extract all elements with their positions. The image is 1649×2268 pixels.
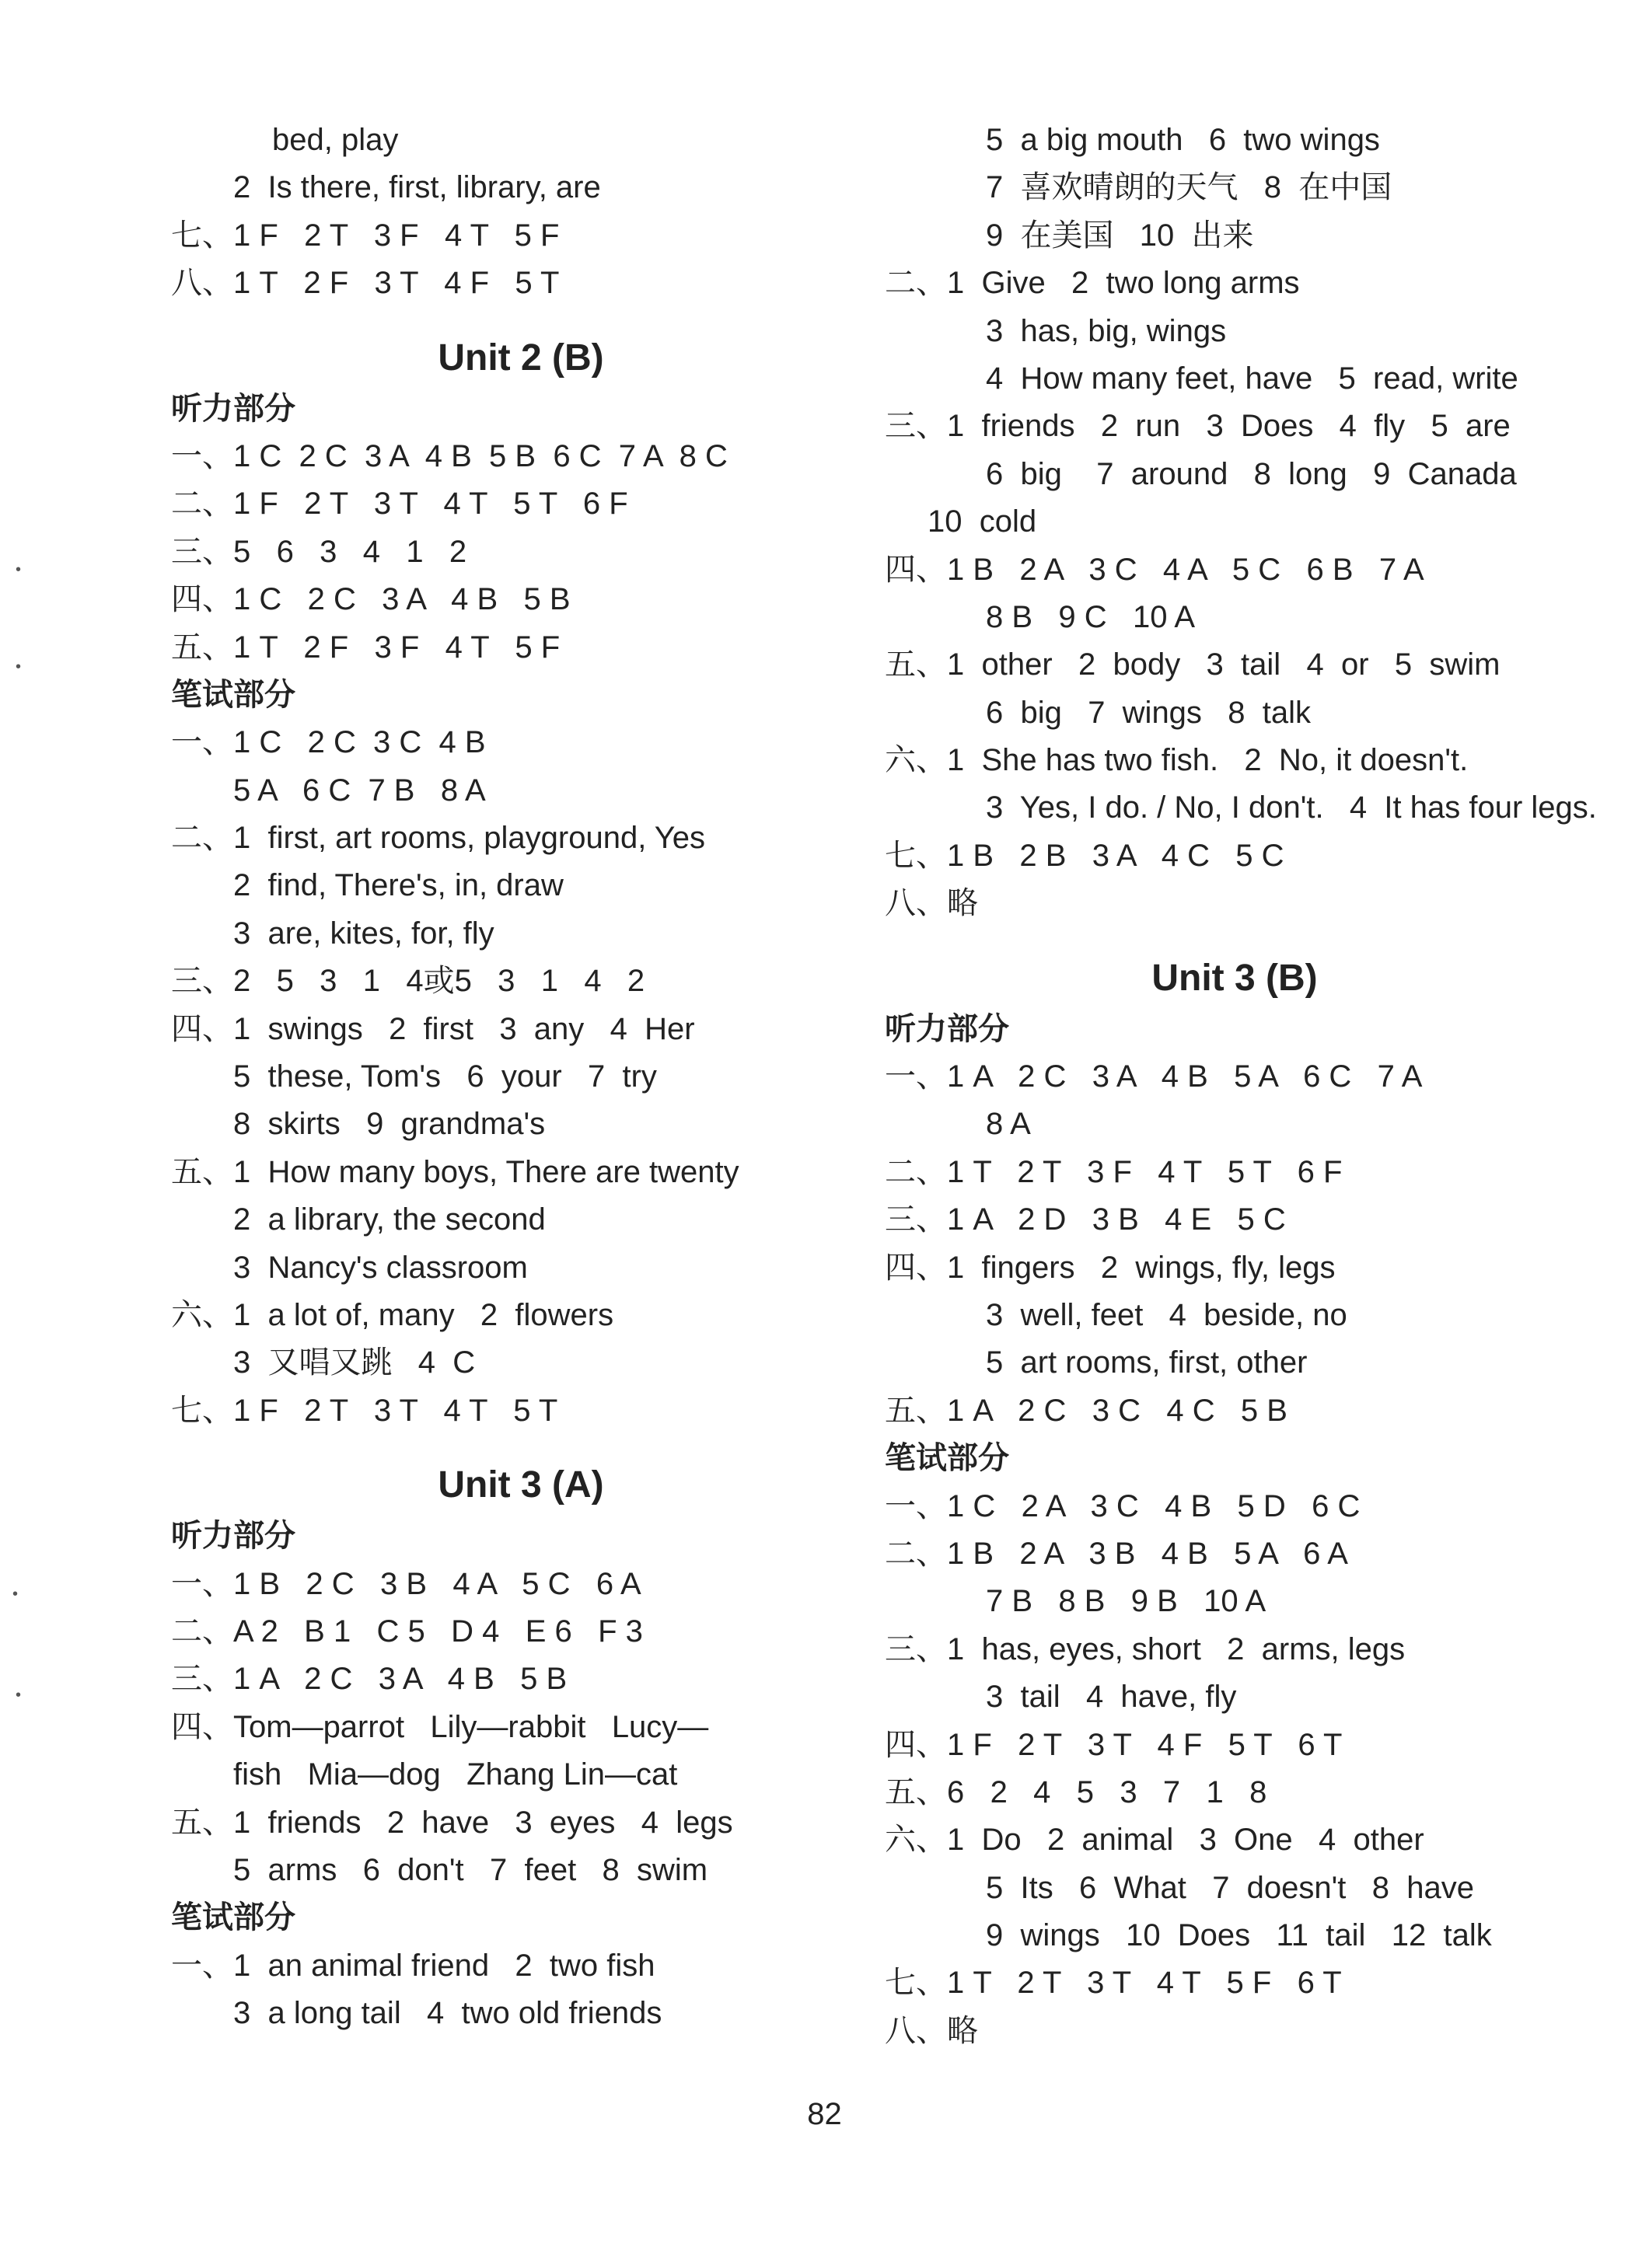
- unit-heading: Unit 3 (B): [1151, 957, 1318, 999]
- answer-line: 五、1 T 2 F 3 F 4 T 5 F: [171, 630, 561, 665]
- answer-line: bed, play: [272, 123, 399, 157]
- section-label: 听力部分: [171, 1519, 295, 1554]
- answer-line: 二、1 first, art rooms, playground, Yes: [171, 821, 705, 856]
- answer-line: 八、略: [885, 2013, 978, 2048]
- answer-line: 3 Nancy's classroom: [233, 1250, 528, 1285]
- answer-line: 五、1 How many boys, There are twenty: [171, 1154, 739, 1189]
- answer-line: 五、1 A 2 C 3 C 4 C 5 B: [885, 1393, 1287, 1428]
- answer-line: 三、1 A 2 C 3 A 4 B 5 B: [171, 1662, 568, 1697]
- answer-line: 9 wings 10 Does 11 tail 12 talk: [986, 1918, 1492, 1953]
- answer-line: 一、1 A 2 C 3 A 4 B 5 A 6 C 7 A: [885, 1059, 1423, 1094]
- section-label: 听力部分: [885, 1011, 1009, 1046]
- answer-line: 8 skirts 9 grandma's: [233, 1107, 546, 1142]
- section-label: 听力部分: [171, 391, 295, 426]
- answer-line: 四、1 B 2 A 3 C 4 A 5 C 6 B 7 A: [885, 552, 1424, 587]
- answer-line: 6 big 7 around 8 long 9 Canada: [986, 456, 1517, 491]
- answer-line: 七、1 T 2 T 3 T 4 T 5 F 6 T: [885, 1966, 1342, 2001]
- answer-line: 3 tail 4 have, fly: [986, 1680, 1237, 1715]
- answer-line: 二、1 B 2 A 3 B 4 B 5 A 6 A: [885, 1536, 1348, 1571]
- answer-line: 二、1 Give 2 two long arms: [885, 266, 1300, 301]
- answer-line: 2 find, There's, in, draw: [233, 868, 564, 903]
- answer-line: 一、1 C 2 C 3 C 4 B: [171, 725, 486, 760]
- answer-line: 8 A: [986, 1107, 1031, 1142]
- section-label: 笔试部分: [171, 1900, 295, 1935]
- answer-line: 4 How many feet, have 5 read, write: [986, 361, 1518, 396]
- answer-line: 二、1 T 2 T 3 F 4 T 5 T 6 F: [885, 1154, 1343, 1189]
- answer-line: 7 B 8 B 9 B 10 A: [986, 1584, 1266, 1619]
- unit-heading: Unit 3 (A): [438, 1464, 604, 1506]
- answer-line: 7 喜欢晴朗的天气 8 在中国: [986, 170, 1392, 205]
- answer-line: 三、1 A 2 D 3 B 4 E 5 C: [885, 1202, 1286, 1237]
- answer-line: 六、1 Do 2 animal 3 One 4 other: [885, 1823, 1424, 1858]
- answer-line: 一、1 B 2 C 3 B 4 A 5 C 6 A: [171, 1566, 641, 1601]
- answer-line: 五、1 other 2 body 3 tail 4 or 5 swim: [885, 647, 1501, 682]
- left-column: [171, 117, 871, 2037]
- answer-line: 二、A 2 B 1 C 5 D 4 E 6 F 3: [171, 1614, 643, 1649]
- answer-line: 四、1 fingers 2 wings, fly, legs: [885, 1250, 1336, 1285]
- answer-line: 一、1 an animal friend 2 two fish: [171, 1948, 655, 1983]
- answer-line: 五、6 2 4 5 3 7 1 8: [885, 1774, 1267, 1809]
- page-number: 82: [807, 2097, 842, 2131]
- answer-line: 三、2 5 3 1 4或5 3 1 4 2: [171, 964, 645, 999]
- answer-line: fish Mia—dog Zhang Lin—cat: [233, 1757, 678, 1792]
- answer-line: 5 A 6 C 7 B 8 A: [233, 773, 486, 808]
- answer-line: 七、1 B 2 B 3 A 4 C 5 C: [885, 838, 1284, 873]
- section-label: 笔试部分: [171, 677, 295, 712]
- answer-line: 3 Yes, I do. / No, I don't. 4 It has four legs.: [986, 790, 1597, 825]
- answer-line: 2 Is there, first, library, are: [233, 170, 601, 205]
- right-column: [885, 117, 1597, 2055]
- answer-line: 四、1 F 2 T 3 T 4 F 5 T 6 T: [885, 1727, 1343, 1762]
- scan-mark: •: [12, 1586, 19, 1603]
- answer-line: 5 Its 6 What 7 doesn't 8 have: [986, 1870, 1474, 1905]
- answer-line: 五、1 friends 2 have 3 eyes 4 legs: [171, 1805, 733, 1840]
- answer-line: 3 well, feet 4 beside, no: [986, 1297, 1347, 1332]
- answer-line: 3 has, big, wings: [986, 313, 1227, 348]
- answer-line: 三、5 6 3 4 1 2: [171, 534, 467, 569]
- answer-line: 5 arms 6 don't 7 feet 8 swim: [233, 1852, 708, 1887]
- answer-line: 9 在美国 10 出来: [986, 218, 1254, 253]
- answer-line: 10 cold: [928, 504, 1037, 539]
- scan-mark: •: [16, 1687, 22, 1704]
- answer-line: 四、1 swings 2 first 3 any 4 Her: [171, 1011, 695, 1046]
- answer-line: 5 a big mouth 6 two wings: [986, 123, 1380, 157]
- answer-line: 6 big 7 wings 8 talk: [986, 695, 1311, 730]
- answer-line: 二、1 F 2 T 3 T 4 T 5 T 6 F: [171, 487, 628, 522]
- answer-line: 2 a library, the second: [233, 1202, 546, 1237]
- answer-line: 三、1 friends 2 run 3 Does 4 fly 5 are: [885, 409, 1511, 444]
- scan-mark: •: [16, 658, 22, 675]
- answer-line: 三、1 has, eyes, short 2 arms, legs: [885, 1631, 1406, 1666]
- unit-heading: Unit 2 (B): [438, 337, 604, 379]
- answer-line: 一、1 C 2 A 3 C 4 B 5 D 6 C: [885, 1488, 1361, 1523]
- answer-line: 8 B 9 C 10 A: [986, 599, 1196, 634]
- answer-line: 八、略: [885, 886, 978, 921]
- answer-line: 3 又唱又跳 4 C: [233, 1345, 476, 1380]
- scan-mark: •: [16, 561, 22, 578]
- answer-line: 七、1 F 2 T 3 T 4 T 5 T: [171, 1393, 558, 1428]
- answer-line: 七、1 F 2 T 3 F 4 T 5 F: [171, 218, 560, 253]
- answer-line: 六、1 a lot of, many 2 flowers: [171, 1297, 614, 1332]
- answer-line: 四、1 C 2 C 3 A 4 B 5 B: [171, 582, 571, 617]
- answer-line: 六、1 She has two fish. 2 No, it doesn't.: [885, 743, 1469, 778]
- answer-line: 5 art rooms, first, other: [986, 1345, 1308, 1380]
- section-label: 笔试部分: [885, 1441, 1009, 1476]
- answer-line: 3 a long tail 4 two old friends: [233, 1996, 662, 2031]
- answer-line: 四、Tom—parrot Lily—rabbit Lucy—: [171, 1709, 709, 1744]
- answer-line: 八、1 T 2 F 3 T 4 F 5 T: [171, 266, 560, 301]
- answer-line: 3 are, kites, for, fly: [233, 916, 494, 951]
- answer-line: 5 these, Tom's 6 your 7 try: [233, 1059, 657, 1094]
- answer-line: 一、1 C 2 C 3 A 4 B 5 B 6 C 7 A 8 C: [171, 438, 728, 473]
